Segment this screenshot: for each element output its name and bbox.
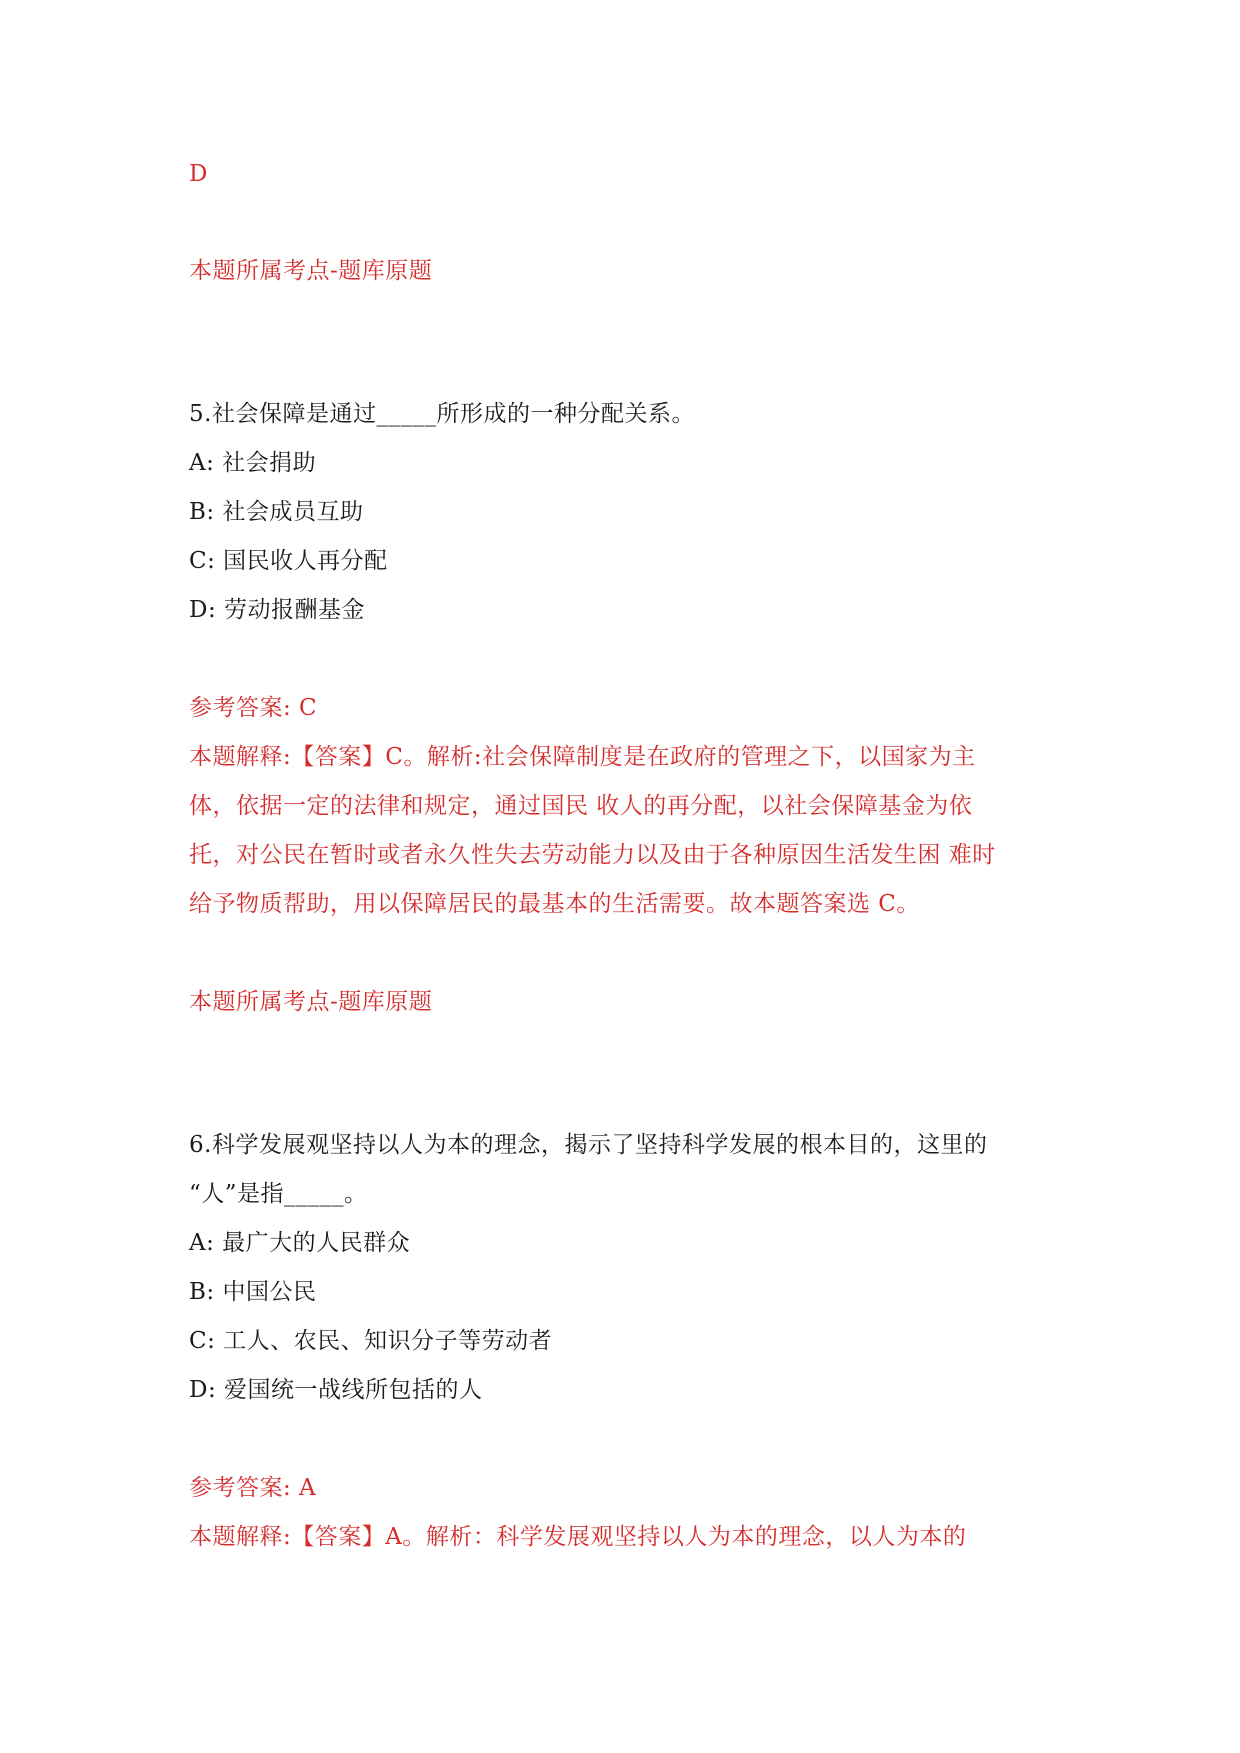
q5-option-c: C: 国民收人再分配 xyxy=(189,548,388,574)
q6-answer: 参考答案: A xyxy=(189,1475,317,1501)
q6-option-d: D: 爱国统一战线所包括的人 xyxy=(189,1377,483,1403)
q6-option-a: A: 最广大的人民群众 xyxy=(189,1230,411,1256)
q5-option-a: A: 社会捐助 xyxy=(189,450,317,476)
q5-stem: 5.社会保障是通过_____所形成的一种分配关系。 xyxy=(189,401,695,427)
q5-option-b: B: 社会成员互助 xyxy=(189,499,364,525)
q6-stem-line-1: 6.科学发展观坚持以人为本的理念，揭示了坚持科学发展的根本目的，这里的 xyxy=(189,1132,988,1158)
prev-answer-option-d: D xyxy=(189,161,208,187)
q6-option-b: B: 中国公民 xyxy=(189,1279,317,1305)
prev-question-source: 本题所属考点-题库原题 xyxy=(189,258,433,284)
q5-source: 本题所属考点-题库原题 xyxy=(189,989,433,1015)
q5-explanation-line-2: 体，依据一定的法律和规定，通过国民 收人的再分配，以社会保障基金为依 xyxy=(189,793,973,819)
q5-answer: 参考答案: C xyxy=(189,695,318,721)
q6-explanation-line-1: 本题解释:【答案】A。解析：科学发展观坚持以人为本的理念，以人为本的 xyxy=(189,1524,967,1550)
q5-explanation-line-3: 托，对公民在暂时或者永久性失去劳动能力以及由于各种原因生活发生困 难时 xyxy=(189,842,996,868)
q6-option-c: C: 工人、农民、知识分子等劳动者 xyxy=(189,1328,553,1354)
q5-option-d: D: 劳动报酬基金 xyxy=(189,597,366,623)
q5-explanation-line-4: 给予物质帮助，用以保障居民的最基本的生活需要。故本题答案选 C。 xyxy=(189,891,920,917)
q5-explanation-line-1: 本题解释:【答案】C。解析:社会保障制度是在政府的管理之下，以国家为主 xyxy=(189,744,976,770)
q6-stem-line-2: “人”是指_____。 xyxy=(189,1181,368,1207)
